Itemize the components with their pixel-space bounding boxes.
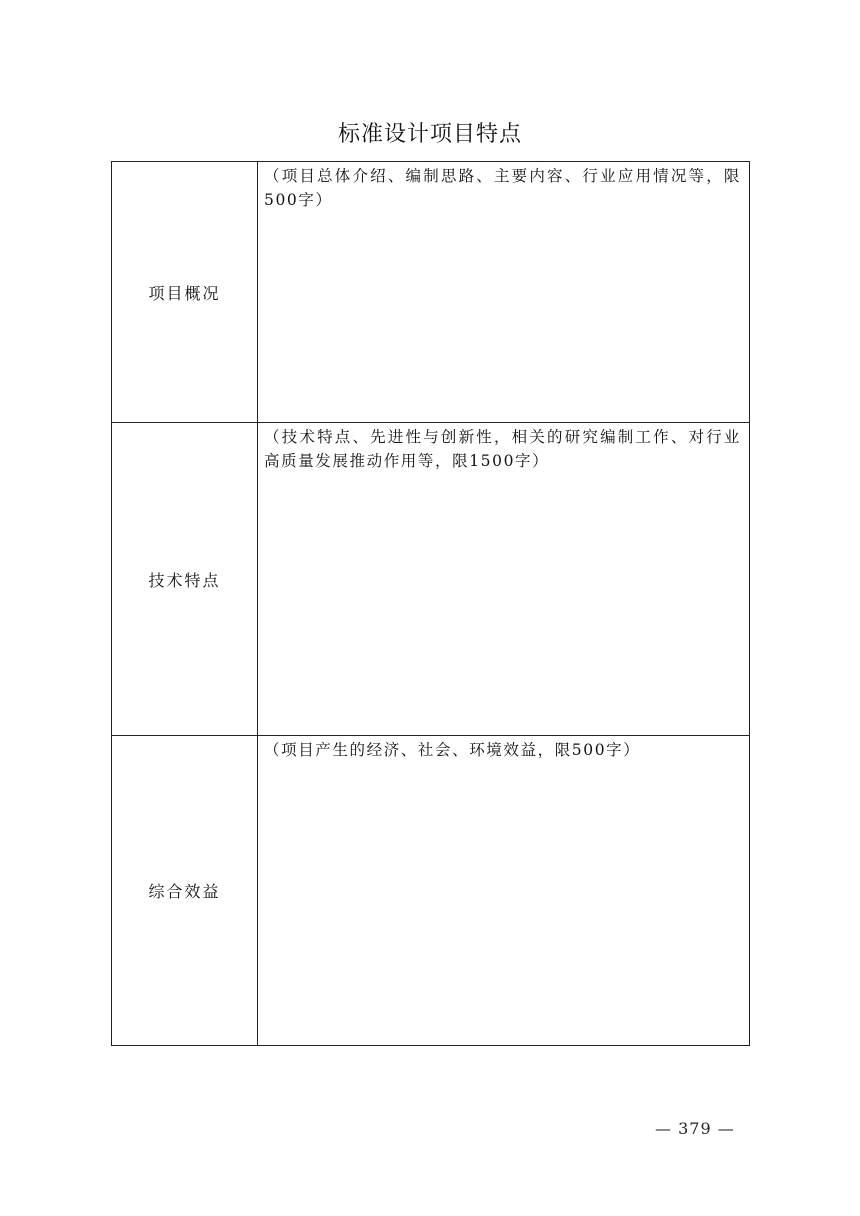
- section-hint-technical: （技术特点、先进性与创新性，相关的研究编制工作、对行业高质量发展推动作用等，限1500字）: [264, 428, 741, 470]
- section-label-overview: 项目概况: [112, 162, 258, 423]
- page-number: — 379 —: [655, 1119, 735, 1138]
- project-features-table: [111, 161, 750, 1046]
- table-row-benefits: [112, 736, 750, 1046]
- page-title: 标准设计项目特点: [337, 122, 522, 147]
- table-row-overview: [112, 162, 750, 423]
- table-row-technical: [112, 423, 750, 736]
- section-hint-benefits: （项目产生的经济、社会、环境效益，限500字）: [264, 741, 641, 759]
- section-hint-overview: （项目总体介绍、编制思路、主要内容、行业应用情况等，限500字）: [264, 167, 741, 209]
- section-label-technical: 技术特点: [112, 423, 258, 736]
- section-label-benefits: 综合效益: [112, 736, 258, 1046]
- section-field-overview[interactable]: [258, 162, 750, 423]
- section-field-technical[interactable]: [258, 423, 750, 736]
- section-field-benefits[interactable]: [258, 736, 750, 1046]
